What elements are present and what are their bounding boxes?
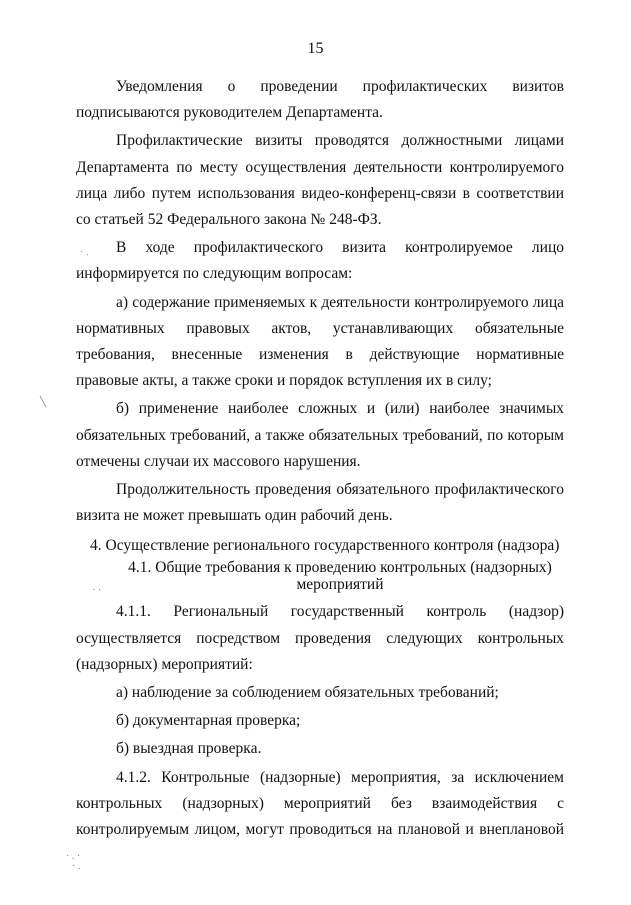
paragraph-4-1-2: 4.1.2. Контрольные (надзорные) мероприятия, за исключением контрольных (надзорных) мероприятий без взаимодействия с контролируемым лицом, могут проводиться на плановой и внеплановой [76,768,564,839]
paragraph-visit-conduct: Профилактические визиты проводятся должностными лицами Департамента по месту осуществления деятельности контролируемого лица либо путем использования видео-конференц-связи в соответствии со статьей 52 Федерального закона № 248-ФЗ. [76,132,564,229]
paragraph-4-1-1: 4.1.1. Региональный государственный контроль (надзор) осуществляется посредством проведения следующих контрольных (надзорных) мероприятий: [76,603,564,673]
section-heading-4: 4. Осуществление регионального государственного контроля (надзора) [90,537,560,555]
subsection-heading-4-1: 4.1. Общие требования к проведению контрольных (надзорных) мероприятий [128,559,552,594]
paragraph-item-b-application: б) применение наиболее сложных и (или) наиболее значимых обязательных требований, а также обязательных требований, по которым отмечены случаи их массового нарушения. [76,400,564,470]
scan-speck: · . [80,247,89,258]
scan-speck: · . [72,861,81,872]
list-item-document-check: б) документарная проверка; [116,712,301,730]
paragraph-notification-signing: Уведомления о проведении профилактических визитов подписываются руководителем Департамента. [76,78,564,122]
paragraph-visit-informing: В ходе профилактического визита контролируемое лицо информируется по следующим вопросам: [76,239,564,283]
list-item-onsite-check: б) выездная проверка. [116,740,262,758]
scan-speck: · . · [66,851,81,862]
paragraph-visit-duration: Продолжительность проведения обязательного профилактического визита не может превышать один рабочий день. [76,481,564,525]
scan-speck: ╲ [40,397,47,408]
paragraph-item-a-content: а) содержание применяемых к деятельности контролируемого лица нормативных правовых актов, устанавливающих обязательные требования, внесенные изменения в действующие нормативные правовые акты, а также сроки и порядок вступления их в силу; [76,293,564,390]
page-number: 15 [307,40,324,57]
page-content [76,74,564,845]
scan-speck: · · [92,585,102,596]
list-item-observation: а) наблюдение за соблюдением обязательных требований; [116,684,499,702]
